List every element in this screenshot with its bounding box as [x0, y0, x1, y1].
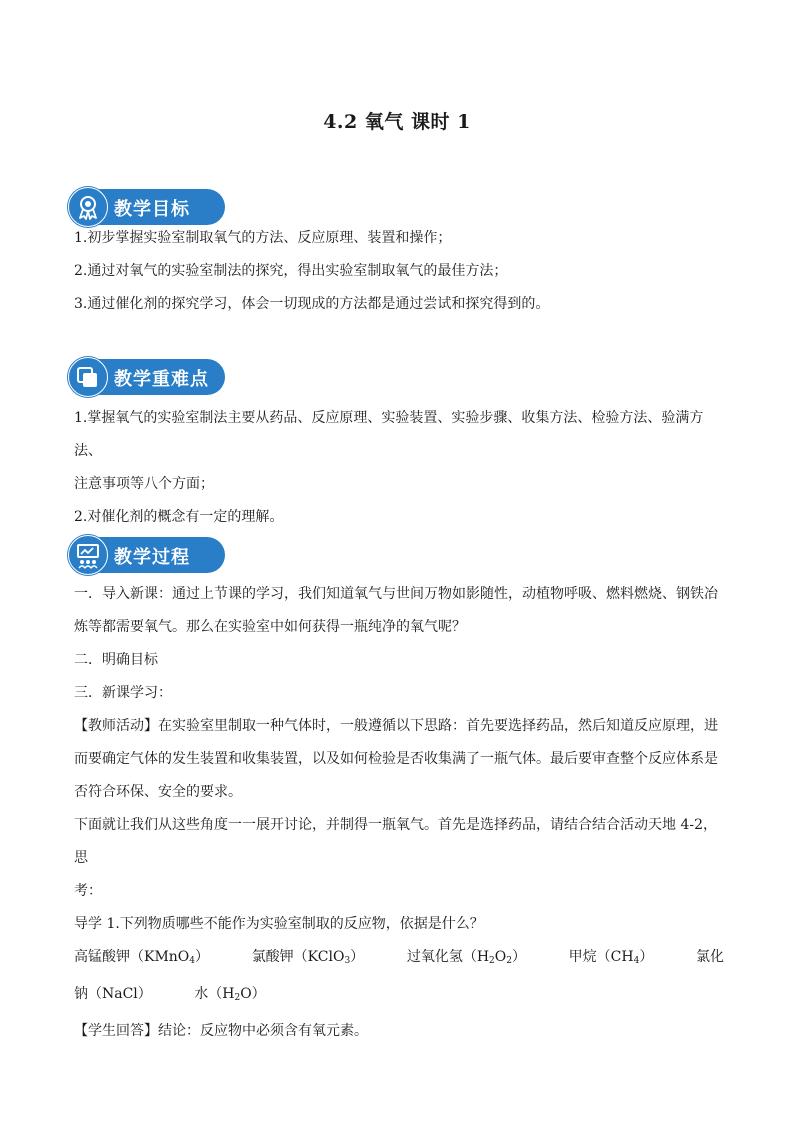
paragraph-line: 考：	[74, 883, 102, 899]
paragraph-line: 二．明确目标	[74, 652, 158, 668]
list-item: 2.对催化剂的概念有一定的理解。	[74, 509, 284, 525]
presentation-board-icon	[74, 541, 102, 569]
process-body	[74, 578, 724, 1048]
paragraph-line: 否符合环保、安全的要求。	[74, 784, 242, 800]
substance-h2o: 水$(H_2O)$	[194, 986, 266, 1003]
substance-kclo3: 氯酸钾（KClO$_3$）	[251, 949, 365, 966]
paragraph-line: 一．导入新课：通过上节课的学习，我们知道氧气与世间万物如影随性，动植物呼吸、燃料燃烧、钢铁冶	[74, 586, 718, 602]
section-header-objectives	[68, 187, 225, 227]
stacked-pages-icon	[74, 363, 102, 391]
paragraph-line: 三．新课学习：	[74, 685, 172, 701]
section-icon-circle	[68, 187, 108, 227]
document-title: 4.2 氧气 课时 1	[323, 111, 471, 133]
paragraph-line: 导学 1.下列物质哪些不能作为实验室制取的反应物，依据是什么？	[74, 916, 484, 932]
substance-nacl-start: 氯化	[695, 949, 724, 965]
substance-h2o2: 过氧化氢$(H_2O_2)$	[406, 949, 526, 966]
section-heading: 教学过程	[114, 547, 190, 568]
list-item: 注意事项等八个方面；	[74, 476, 214, 492]
paragraph-line: 【教师活动】在实验室里制取一种气体时，一般遵循以下思路：首先要选择药品，然后知道反应原理，进	[74, 718, 718, 734]
paragraph-line: 下面就让我们从这些角度一一展开讨论，并制得一瓶氧气。首先是选择药品，请结合结合活动天地 4-2，思	[74, 817, 717, 866]
list-item: 3.通过催化剂的探究学习，体会一切现成的方法都是通过尝试和探究得到的。	[74, 296, 550, 312]
key-points-list	[74, 402, 724, 534]
substances-row-2	[74, 978, 724, 1015]
student-answer: 【学生回答】结论：反应物中必须含有氧元素。	[74, 1023, 368, 1039]
substance-nacl-end: 钠（NaCl）	[74, 986, 152, 1002]
section-header-process	[68, 535, 225, 575]
award-ribbon-icon	[74, 193, 102, 221]
list-item: 1.掌握氧气的实验室制法主要从药品、反应原理、实验装置、实验步骤、收集方法、检验方法、验满方法、	[74, 410, 704, 459]
section-icon-circle	[68, 535, 108, 575]
substance-ch4: 甲烷$(CH_4)$	[568, 949, 654, 966]
section-icon-circle	[68, 357, 108, 397]
list-item: 1.初步掌握实验室制取氧气的方法、反应原理、装置和操作；	[74, 230, 452, 246]
section-heading: 教学重难点	[114, 369, 209, 390]
paragraph-line: 而要确定气体的发生装置和收集装置，以及如何检验是否收集满了一瓶气体。最后要审查整个反应体系是	[74, 751, 718, 767]
substance-kmno4: 高锰酸钾（KMnO$_4$）	[74, 949, 210, 966]
paragraph-line: 炼等都需要氧气。那么在实验室中如何获得一瓶纯净的氧气呢？	[74, 619, 466, 635]
list-item: 2.通过对氧气的实验室制法的探究，得出实验室制取氧气的最佳方法；	[74, 263, 508, 279]
section-heading: 教学目标	[114, 199, 190, 220]
substances-row	[74, 941, 724, 978]
objectives-list	[74, 222, 724, 321]
section-header-key-points	[68, 357, 225, 397]
